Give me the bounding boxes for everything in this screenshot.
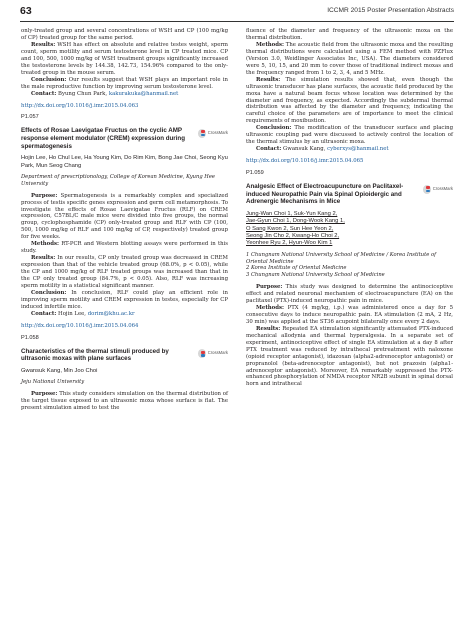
header-rule [20,21,454,22]
results-text: The simulation results showed that, even though the ultrasonic transducer has plane surfaces, the acoustic field produced by the moxa have a natural beam focus whose location was determined by the diameter and frequency, as expected. Accordingly the subdermal thermal distribution was affected by the diameter and frequency, indicating the careful choice of the parameters are of importance to meet the clinical requirements of moxibustion. [246,76,453,125]
author-line: Jung-Wan Choi 1, Suk-Yun Kang 2, [246,210,338,217]
author-list: Gwansuk Kang, Min Joo Choi [21,367,98,374]
purpose-label: Purpose: [256,284,283,291]
affiliation: 1 Chungnam National University School of Medicine / Korea Institute of Oriental Medicine [246,251,436,265]
contact-email-link[interactable]: dorim@khu.ac.kr [87,310,135,317]
affiliation: Department of prescriptionology, College of Korean Medicine, Kyung Hee University [21,174,215,187]
contact-paragraph [246,146,453,153]
author-line: Yeonhee Ryu 2, Hyun-Woo Kim 1 [246,240,333,247]
doi-link[interactable]: http://dx.doi.org/10.1016/j.imr.2015.04.064 [21,322,139,329]
contact-paragraph [21,311,228,318]
affiliation: 2 Korea Institute of Oriental Medicine [246,265,347,272]
contact-name: Byung Chun Park, [58,90,108,97]
contact-label: Contact: [31,90,57,97]
results-label: Results: [31,41,56,48]
author-line: O Sang Kwon 2, Sun Hee Yeon 2, [246,225,334,232]
results-text: In our results, CP only treated group was decreased in CREM expression than that of the vehicle treated group (68.0%, p < 0.05), while the CP and 1000 mg/kg of RLF treated groups was increased than that in the CP only treated group (84.7%, p < 0.05). Also, RLF was increasing sperm motility in a statistical significant manner. [21,255,228,290]
purpose-text: This study was designed to determine the antinociceptive effect and related neuronal mechanism of electroacupuncture (EA) on the paclitaxel (PTX)-induced neuropathic pain in mice. [246,284,453,304]
results-paragraph [21,255,228,290]
contact-name: Gwansuk Kang, [283,146,326,153]
abstract-id: P1.058 [21,334,39,341]
results-paragraph [21,42,228,77]
abstract-p1-057 [21,114,228,329]
methods-text: PTX (4 mg/kg, i.p.) was administered once a day for 5 consecutive days to induce neuropathic pain. EA stimulation (2 mA, 2 Hz, 30 min) was applied at the ST36 acupoint bilaterally once every 2 days. [246,304,453,325]
contact-name: Hojin Lee, [58,310,86,317]
crossmark-badge[interactable] [198,348,228,360]
conclusion-paragraph [246,125,453,146]
methods-text: The acoustic field from the ultrasonic moxa and the resulting thermal distributions were calculated using a FEM method with PZFlux (Version 3.0, Weidlinger Associates Inc, USA). The diameters considered were 5, 10, 15, and 20 mm to cover those of traditional indirect moxas and the frequency ranged from 1 to 2, 3, 4, and 5 MHz. [246,41,453,76]
results-label: Results: [31,255,56,262]
conclusion-text: In conclusion, RLF could play an efficient role in improving sperm motility and CREM expression in testes, especially for CP induced infertile mice. [21,289,228,310]
right-column [246,28,453,388]
conclusion-paragraph [21,290,228,311]
crossmark-badge[interactable] [198,127,228,139]
conclusion-text: Our results suggest that WSH plays an important role in the male reproductive function by improving serum testosterone level. [21,76,228,90]
purpose-text: This study considers simulation on the thermal distribution of the target tissue exposed to an ultrasonic moxa whose surface is flat. The present simulation aimed to test the [21,391,228,411]
crossmark-icon [423,185,431,194]
crossmark-label: CrossMark [207,350,228,356]
methods-label: Methods: [256,41,284,48]
contact-paragraph [21,91,228,98]
purpose-paragraph [21,193,228,242]
abstract-title-row [21,348,228,363]
author-line: Seong Jin Cho 2, Kwang-Ho Choi 2, [246,233,340,240]
methods-paragraph [21,241,228,255]
intro-paragraph: only-treated group and several concentrations of WSH and CP (100 mg/kg of CP) treated group for the same period. [21,28,228,41]
author-line: Jae-Gyun Choi 1, Dong-Wook Kang 1, [246,218,345,225]
crossmark-icon [198,129,206,138]
abstract-id: P1.057 [21,114,39,121]
page-header [20,2,454,20]
crossmark-badge[interactable] [423,183,453,195]
crossmark-label: CrossMark [432,185,453,191]
abstract-p1-059 [246,170,453,388]
purpose-paragraph [246,284,453,305]
purpose-paragraph [21,391,228,412]
contact-label: Contact: [256,146,282,153]
abstract-title: Analgesic Effect of Electroacupuncture on Paclitaxel-induced Neuropathic Pain via Spinal Opioidergic and Adrenergic Mechanisms in Mice [246,183,404,206]
results-text: Repeated EA stimulation significantly attenuated PTX-induced mechanical allodynia and thermal hyperalgesia. In a separate set of experiment, antinociceptive effect of single EA stimulation at a day 8 after PTX treatment was reduced by intrathecal pretreatment with naloxone (opioid receptor antagonist), idazoxan (alpha2-adrenoceptor antagonist) or propranolol (beta-adrenoceptor antagonist), but not prazosin (alpha1-adrenoceptor antagonist). Moreover, EA remarkably suppressed the PTX-enhanced phosphorylation of NMDA receptor NR2B subunit in spinal dorsal horn and intrathecal [246,325,454,388]
abstract-title-row [21,127,228,150]
results-paragraph [246,326,453,389]
abstract-p1-058 [21,335,228,412]
intro-paragraph: fluence of the diameter and frequency of the ultrasonic moxa on the thermal distribution. [246,28,453,41]
running-title: ICCMR 2015 Poster Presentation Abstracts [327,7,454,14]
crossmark-icon [198,349,206,358]
methods-label: Methods: [256,304,284,311]
methods-text: RT-PCR and Western blotting assays were performed in this study. [21,241,229,255]
purpose-label: Purpose: [31,192,58,199]
results-text: WSH has effect on absolute and relative testes weight, sperm count, sperm motility and serum testosterone level in CP treated mice. CP and 100, 500, 1000 mg/kg of WSH treatment groups significantly increased the testosterone levels by 144.38, 142.73, 154.96% compared to the only-treated group in the mouse serum. [21,41,228,76]
affiliation: 3 Chungnam National University School of Medicine [246,272,385,279]
doi-link[interactable]: http://dx.doi.org/10.1016/j.imr.2015.04.065 [246,158,364,165]
abstract-title: Characteristics of the thermal stimuli produced by ultrasonic moxas with plane surfaces [21,347,169,363]
doi-link[interactable]: http://dx.doi.org/10.1016/j.imr.2015.04.063 [21,102,139,109]
abstract-title-row [246,183,453,206]
purpose-label: Purpose: [31,391,58,398]
results-label: Results: [256,325,281,332]
contact-label: Contact: [31,310,57,317]
abstract-title: Effects of Rosae Laevigatae Fructus on the cyclic AMP response element modulator (CREM) expression during spermatogenesis [21,127,185,150]
author-list [246,211,453,248]
contact-email-link[interactable]: kakurakuka@hanmail.net [108,90,179,97]
affiliation: Jeju National University [21,379,85,386]
conclusion-text: The modification of the transducer surface and placing ultrasonic coupling pad were discussed to actively control the location of the thermal stimulus by an ultrasonic moxa. [246,125,453,146]
results-paragraph [246,77,453,126]
methods-paragraph [246,305,453,326]
methods-paragraph [246,42,453,77]
results-label: Results: [256,76,281,83]
crossmark-label: CrossMark [207,129,228,135]
conclusion-label: Conclusion: [31,76,67,83]
abstract-id: P1.059 [246,170,264,177]
methods-label: Methods: [31,241,59,248]
conclusion-label: Conclusion: [256,125,292,132]
conclusion-paragraph [21,77,228,91]
page-number: 63 [20,5,32,17]
conclusion-label: Conclusion: [31,289,67,296]
contact-email-link[interactable]: cyberxys@hanmail.net [327,146,389,153]
affiliation-list [246,252,453,279]
author-list: Hojin Lee, Ho Chul Lee, Ha Young Kim, Do Rim Kim, Bong Jae Choi, Seong Kyu Park, Mun Seog Chang [21,155,228,169]
purpose-text: Spermatogenesis is a remarkably complex and specialized process of testis specific genes expression and germ cell metamorphosis. To investigate the effects of Rosae Laevigatae Fructus (RLF) on CREM expression, C57BL/C male mice were divided into five groups, the normal group, cyclophosphamide (CP) only-treated group and RLF with CP (100, 500, 1000 mg/kg of RLF and 100 mg/kg of CP, respectively) treated group for five weeks. [21,192,228,241]
left-column [21,28,228,412]
